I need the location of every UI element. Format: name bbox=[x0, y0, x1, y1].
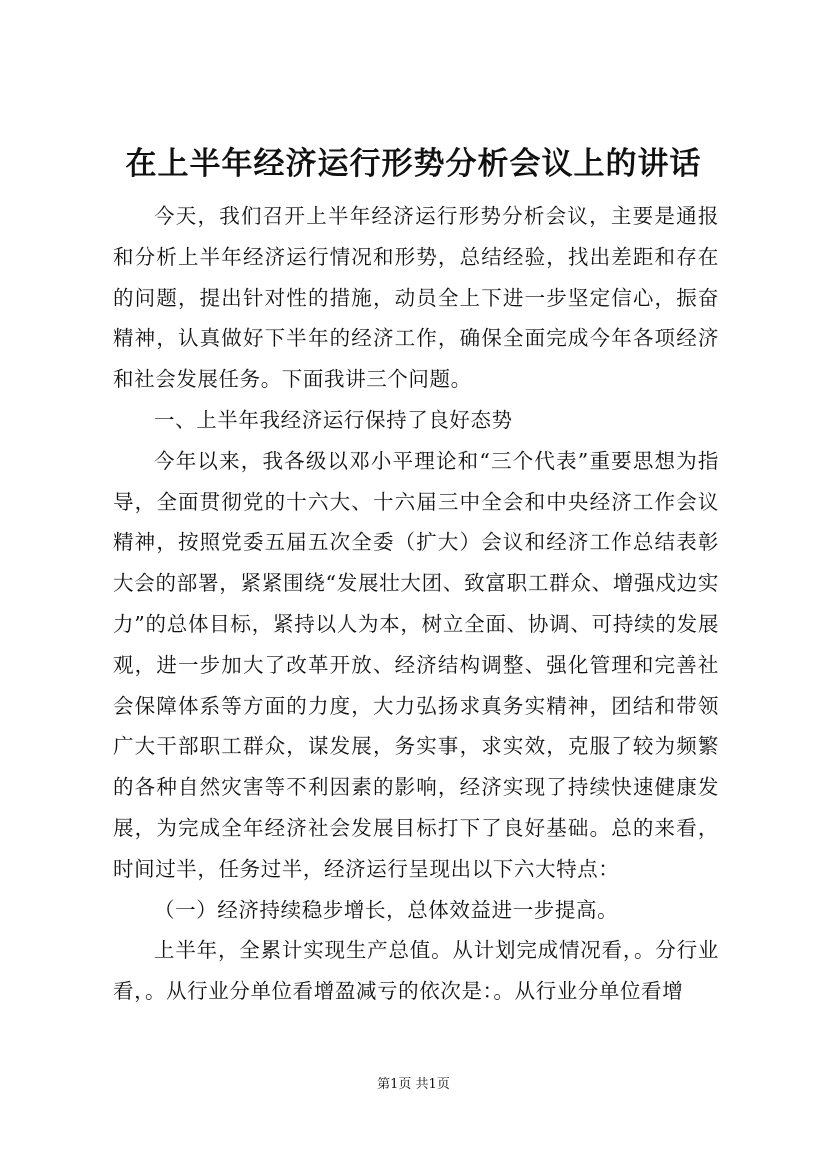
paragraph-growth: 上半年，全累计实现生产总值。从计划完成情况看，。分行业看，。从行业分单位看增盈减亏的依次是：。从行业分单位看增 bbox=[113, 938, 719, 1004]
paragraph-overview: 今年以来，我各级以邓小平理论和“三个代表”重要思想为指导，全面贯彻党的十六大、十六届三中全会和中央经济工作会议精神，按照党委五届五次全委（扩大）会议和经济工作总结表彰大会的部署，紧紧围绕“发展壮大团、致富职工群众、增强戍边实力”的总体目标，紧持以人为本，树立全面、协调、可持续的发展观，进一步加大了改革开放、经济结构调整、强化管理和完善社会保障体系等方面的力度，大力弘扬求真务实精神，团结和带领广大干部职工群众，谋发展，务实事，求实效，克服了较为频繁的各种自然灾害等不利因素的影响，经济实现了持续快速健康发展，为完成全年经济社会发展目标打下了良好基础。总的来看，时间过半，任务过半，经济运行呈现出以下六大特点： bbox=[113, 448, 719, 881]
paragraph-intro: 今天，我们召开上半年经济运行形势分析会议，主要是通报和分析上半年经济运行情况和形势，总结经验，找出差距和存在的问题，提出针对性的措施，动员全上下进一步坚定信心，振奋精神，认真做好下半年的经济工作，确保全面完成今年各项经济和社会发展任务。下面我讲三个问题。 bbox=[113, 204, 719, 392]
section-heading-1: 一、上半年我经济运行保持了良好态势 bbox=[154, 407, 513, 432]
document-body bbox=[113, 196, 719, 1012]
page-number-footer: 第1页 共1页 bbox=[377, 1077, 450, 1092]
subsection-heading-1: （一）经济持续稳步增长，总体效益进一步提高。 bbox=[154, 897, 619, 922]
document-title: 在上半年经济运行形势分析会议上的讲话 bbox=[125, 146, 702, 182]
